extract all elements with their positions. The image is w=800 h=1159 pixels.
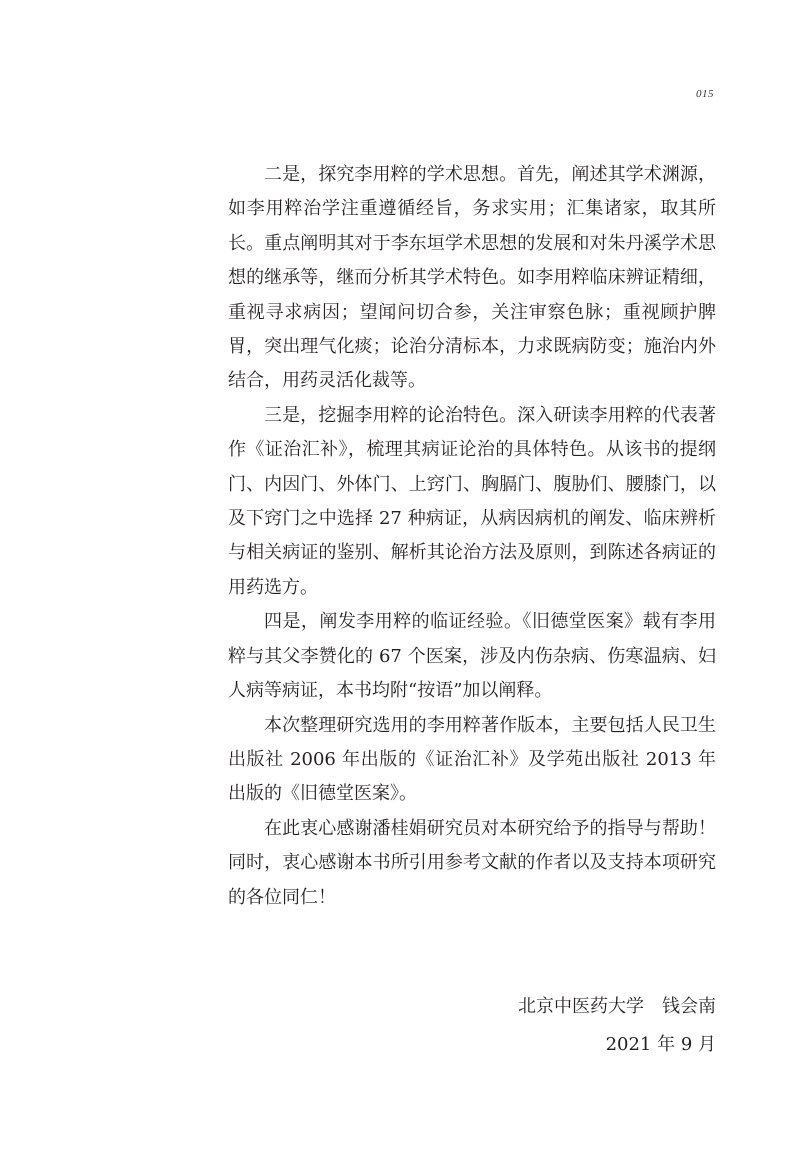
paragraph-acknowledgements: 在此衷心感谢潘桂娟研究员对本研究给予的指导与帮助！同时，衷心感谢本书所引用参考文献的作者以及支持本项研究的各位同仁！ [228, 817, 716, 908]
paragraph-clinical-experience: 四是，阐发李用粹的临证经验。《旧德堂医案》载有李用粹与其父李赞化的 67 个医案，涉及内伤杂病、伤寒温病、妇人病等病证，本书均附“按语”加以阐释。 [228, 611, 716, 702]
signature-block [518, 988, 716, 1064]
paragraph-treatment-features: 三是，挖掘李用粹的论治特色。深入研读李用粹的代表著作《证治汇补》，梳理其病证论治的具体特色。从该书的提纲门、内因门、外体门、上窍门、胸膈门、腹胁们、腰膝门，以及下窍门之中选择 27 种病证，从病因病机的阐发、临床辨析与相关病证的鉴别、解析其论治方法及原则，到陈述各病证的用药选方。 [228, 404, 716, 598]
page-number: 015 [696, 88, 714, 100]
signature-date: 2021 年 9 月 [605, 1034, 716, 1055]
body-text [228, 158, 716, 915]
paragraph-academic-thought: 二是，探究李用粹的学术思想。首先，阐述其学术渊源，如李用粹治学注重遵循经旨，务求实用；汇集诸家，取其所长。重点阐明其对于李东垣学术思想的发展和对朱丹溪学术思想的继承等，继而分析其学术特色。如李用粹临床辨证精细，重视寻求病因；望闻问切合参，关注审察色脉；重视顾护脾胃，突出理气化痰；论治分清标本，力求既病防变；施治内外结合，用药灵活化裁等。 [228, 164, 716, 392]
paragraph-editions: 本次整理研究选用的李用粹著作版本，主要包括人民卫生出版社 2006 年出版的《证治汇补》及学苑出版社 2013 年出版的《旧德堂医案》。 [228, 714, 716, 805]
signature-author: 北京中医药大学 钱会南 [518, 996, 716, 1017]
